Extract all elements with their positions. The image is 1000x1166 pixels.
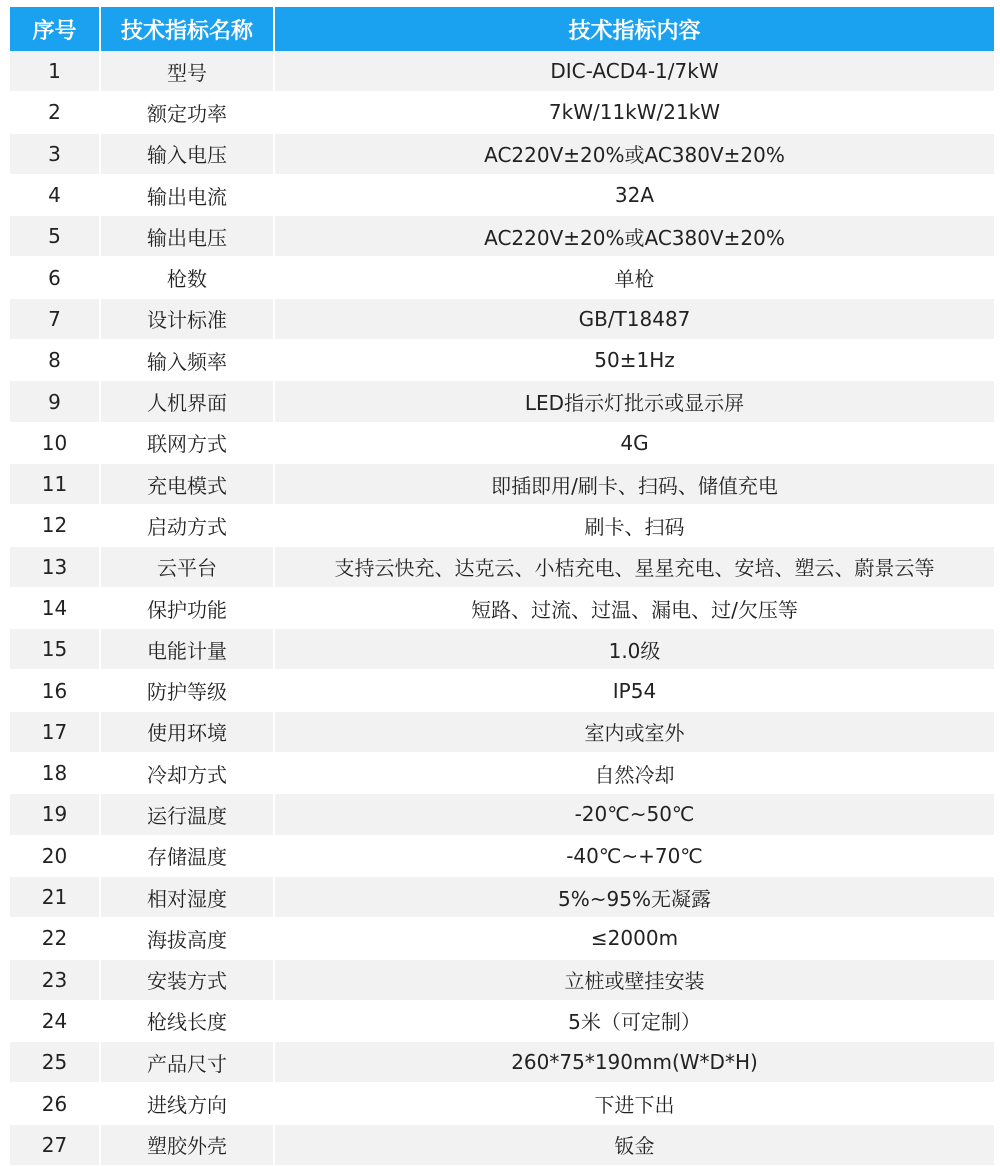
cell-spec-value: LED指示灯批示或显示屏 bbox=[275, 381, 994, 422]
cell-spec-value: 钣金 bbox=[275, 1125, 994, 1166]
table-row bbox=[10, 464, 994, 505]
cell-spec-name: 额定功率 bbox=[101, 92, 275, 133]
cell-index: 8 bbox=[10, 340, 101, 381]
cell-index: 23 bbox=[10, 960, 101, 1001]
spec-table bbox=[10, 7, 994, 1166]
cell-spec-name: 人机界面 bbox=[101, 381, 275, 422]
cell-spec-value: 自然冷却 bbox=[275, 753, 994, 794]
cell-index: 17 bbox=[10, 712, 101, 753]
header-spec-content: 技术指标内容 bbox=[275, 7, 994, 51]
cell-spec-name: 型号 bbox=[101, 51, 275, 92]
cell-index: 22 bbox=[10, 918, 101, 959]
cell-spec-name: 输出电流 bbox=[101, 175, 275, 216]
cell-spec-value: 50±1Hz bbox=[275, 340, 994, 381]
cell-index: 7 bbox=[10, 299, 101, 340]
cell-index: 13 bbox=[10, 547, 101, 588]
cell-spec-name: 产品尺寸 bbox=[101, 1042, 275, 1083]
cell-index: 4 bbox=[10, 175, 101, 216]
cell-spec-value: 单枪 bbox=[275, 257, 994, 298]
cell-spec-value: ≤2000m bbox=[275, 918, 994, 959]
cell-index: 18 bbox=[10, 753, 101, 794]
table-row bbox=[10, 712, 994, 753]
cell-spec-name: 海拔高度 bbox=[101, 918, 275, 959]
header-spec-name: 技术指标名称 bbox=[101, 7, 275, 51]
table-row bbox=[10, 299, 994, 340]
table-row bbox=[10, 547, 994, 588]
cell-spec-value: 短路、过流、过温、漏电、过/欠压等 bbox=[275, 588, 994, 629]
table-row bbox=[10, 877, 994, 918]
cell-spec-value: AC220V±20%或AC380V±20% bbox=[275, 216, 994, 257]
cell-spec-name: 保护功能 bbox=[101, 588, 275, 629]
cell-spec-value: 1.0级 bbox=[275, 629, 994, 670]
cell-spec-name: 枪数 bbox=[101, 257, 275, 298]
table-row bbox=[10, 1083, 994, 1124]
cell-spec-value: 260*75*190mm(W*D*H) bbox=[275, 1042, 994, 1083]
cell-spec-value: -40℃~+70℃ bbox=[275, 836, 994, 877]
cell-spec-name: 充电模式 bbox=[101, 464, 275, 505]
cell-index: 24 bbox=[10, 1001, 101, 1042]
cell-spec-value: 下进下出 bbox=[275, 1083, 994, 1124]
cell-spec-value: AC220V±20%或AC380V±20% bbox=[275, 134, 994, 175]
cell-spec-name: 安装方式 bbox=[101, 960, 275, 1001]
cell-spec-value: 刷卡、扫码 bbox=[275, 505, 994, 546]
cell-index: 21 bbox=[10, 877, 101, 918]
cell-index: 6 bbox=[10, 257, 101, 298]
cell-spec-value: DIC-ACD4-1/7kW bbox=[275, 51, 994, 92]
cell-spec-name: 设计标准 bbox=[101, 299, 275, 340]
cell-index: 14 bbox=[10, 588, 101, 629]
table-row bbox=[10, 505, 994, 546]
table-row bbox=[10, 381, 994, 422]
table-row bbox=[10, 340, 994, 381]
cell-index: 27 bbox=[10, 1125, 101, 1166]
cell-spec-name: 存储温度 bbox=[101, 836, 275, 877]
cell-spec-name: 输入电压 bbox=[101, 134, 275, 175]
cell-spec-value: 即插即用/刷卡、扫码、储值充电 bbox=[275, 464, 994, 505]
cell-index: 20 bbox=[10, 836, 101, 877]
cell-index: 10 bbox=[10, 423, 101, 464]
table-row bbox=[10, 134, 994, 175]
cell-spec-name: 云平台 bbox=[101, 547, 275, 588]
table-row bbox=[10, 51, 994, 92]
cell-spec-name: 使用环境 bbox=[101, 712, 275, 753]
cell-spec-name: 启动方式 bbox=[101, 505, 275, 546]
table-row bbox=[10, 1042, 994, 1083]
cell-spec-name: 防护等级 bbox=[101, 670, 275, 711]
cell-spec-name: 冷却方式 bbox=[101, 753, 275, 794]
table-row bbox=[10, 670, 994, 711]
table-row bbox=[10, 1125, 994, 1166]
cell-spec-value: -20℃~50℃ bbox=[275, 794, 994, 835]
table-row bbox=[10, 216, 994, 257]
table-row bbox=[10, 1001, 994, 1042]
table-row bbox=[10, 629, 994, 670]
cell-index: 16 bbox=[10, 670, 101, 711]
header-index: 序号 bbox=[10, 7, 101, 51]
cell-index: 15 bbox=[10, 629, 101, 670]
cell-spec-name: 联网方式 bbox=[101, 423, 275, 464]
cell-index: 3 bbox=[10, 134, 101, 175]
cell-index: 11 bbox=[10, 464, 101, 505]
cell-index: 19 bbox=[10, 794, 101, 835]
cell-index: 9 bbox=[10, 381, 101, 422]
cell-index: 12 bbox=[10, 505, 101, 546]
cell-spec-name: 输入频率 bbox=[101, 340, 275, 381]
cell-spec-name: 相对湿度 bbox=[101, 877, 275, 918]
table-body bbox=[10, 51, 994, 1166]
cell-spec-value: 5%~95%无凝露 bbox=[275, 877, 994, 918]
cell-spec-value: 支持云快充、达克云、小桔充电、星星充电、安培、塑云、蔚景云等 bbox=[275, 547, 994, 588]
table-row bbox=[10, 753, 994, 794]
cell-index: 25 bbox=[10, 1042, 101, 1083]
table-row bbox=[10, 794, 994, 835]
cell-spec-value: 7kW/11kW/21kW bbox=[275, 92, 994, 133]
table-row bbox=[10, 588, 994, 629]
table-header-row bbox=[10, 7, 994, 51]
cell-spec-name: 输出电压 bbox=[101, 216, 275, 257]
cell-spec-name: 运行温度 bbox=[101, 794, 275, 835]
cell-index: 1 bbox=[10, 51, 101, 92]
table-row bbox=[10, 92, 994, 133]
cell-index: 5 bbox=[10, 216, 101, 257]
table-row bbox=[10, 175, 994, 216]
cell-spec-name: 枪线长度 bbox=[101, 1001, 275, 1042]
table-row bbox=[10, 918, 994, 959]
cell-spec-value: 室内或室外 bbox=[275, 712, 994, 753]
cell-index: 26 bbox=[10, 1083, 101, 1124]
table-row bbox=[10, 423, 994, 464]
cell-spec-value: 5米（可定制） bbox=[275, 1001, 994, 1042]
cell-spec-value: GB/T18487 bbox=[275, 299, 994, 340]
table-row bbox=[10, 257, 994, 298]
cell-spec-value: 立桩或壁挂安装 bbox=[275, 960, 994, 1001]
cell-spec-value: 32A bbox=[275, 175, 994, 216]
cell-index: 2 bbox=[10, 92, 101, 133]
cell-spec-value: 4G bbox=[275, 423, 994, 464]
cell-spec-name: 电能计量 bbox=[101, 629, 275, 670]
table-row bbox=[10, 960, 994, 1001]
table-row bbox=[10, 836, 994, 877]
cell-spec-name: 进线方向 bbox=[101, 1083, 275, 1124]
cell-spec-name: 塑胶外壳 bbox=[101, 1125, 275, 1166]
cell-spec-value: IP54 bbox=[275, 670, 994, 711]
